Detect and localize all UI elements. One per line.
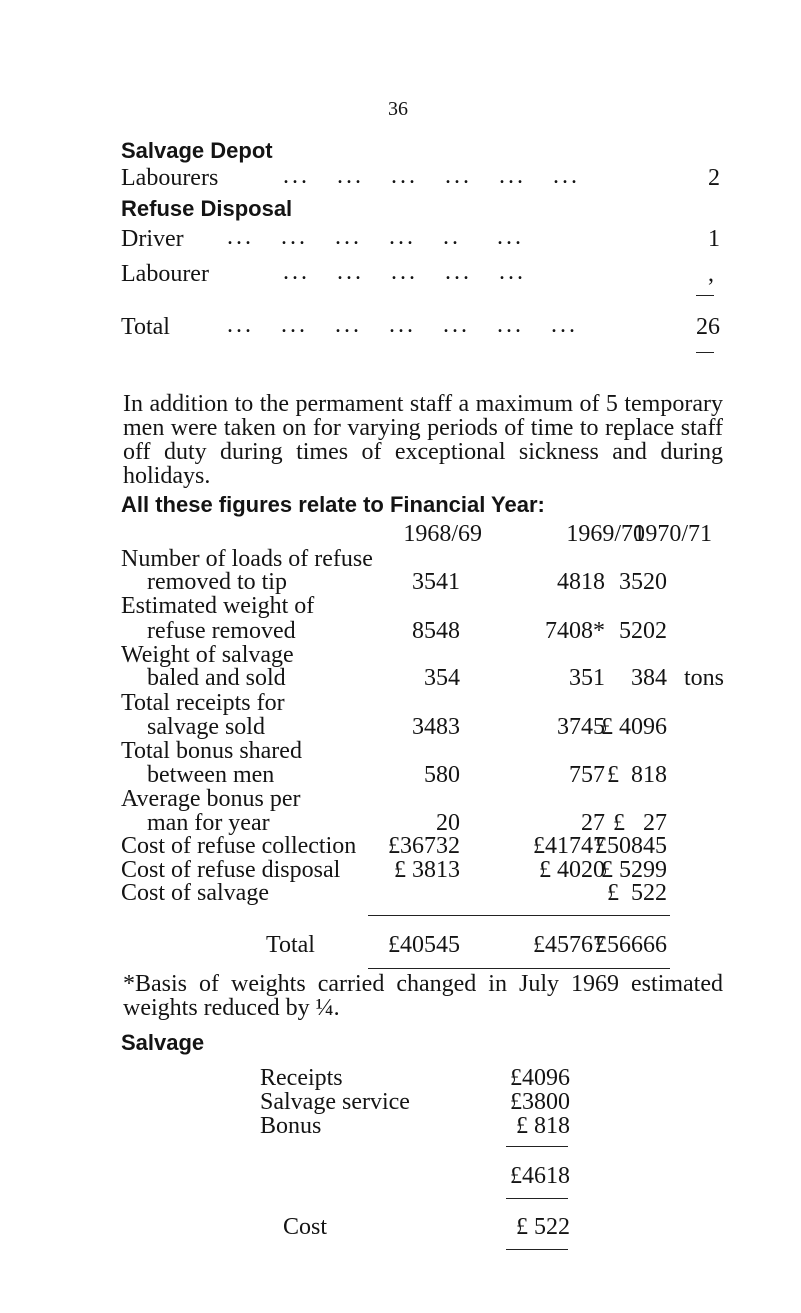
labourers-value: 2 <box>708 165 720 191</box>
receipts-label: Receipts <box>260 1065 343 1091</box>
table-cell: £ 4020 <box>539 857 605 883</box>
salvage-heading: Salvage <box>121 1030 205 1055</box>
leader-dots: ... ... ... ... ... ... ... <box>227 312 578 338</box>
table-cell: £36732 <box>388 833 460 859</box>
salvage-service-label: Salvage service <box>260 1089 410 1115</box>
page-number: 36 <box>388 98 408 120</box>
table-cell: 757 <box>569 762 605 788</box>
leader-dots: ... ... ... ... .. ... <box>227 224 524 250</box>
footnote: *Basis of weights carried changed in July 1969 estimated weights reduced by ¼. <box>123 971 723 1021</box>
table-cell: 3520 <box>619 569 667 595</box>
salvage-service-value: £3800 <box>510 1089 570 1115</box>
table-cell: £ 522 <box>607 880 667 906</box>
staff-paragraph: In addition to the permament staff a maximum of 5 temporary men were taken on for varying periods of time to replace staff off duty during times of exceptional sickness and during holidays. <box>123 391 723 489</box>
row-label: Total bonus shared <box>121 738 302 764</box>
table-cell: £ 4096 <box>601 714 667 740</box>
row-label: Average bonus per <box>121 786 301 812</box>
driver-label: Driver <box>121 226 184 252</box>
year-header: 1969/70 <box>566 521 645 547</box>
cost-label: Cost of salvage <box>121 880 269 906</box>
total-label: Total <box>121 314 170 340</box>
table-cell: 351 <box>569 665 605 691</box>
leader-dots: ... ... ... ... ... ... <box>283 163 580 189</box>
subtotal-rule-bottom <box>506 1198 568 1199</box>
table-cell: 7408* <box>545 618 605 644</box>
receipts-value: £4096 <box>510 1065 570 1091</box>
refuse-disposal-heading: Refuse Disposal <box>121 196 293 221</box>
table-cell: 3541 <box>412 569 460 595</box>
table-total-cell: £45767 <box>533 932 605 958</box>
labourer-value: , <box>708 261 714 287</box>
cost-value: £ 522 <box>516 1214 570 1240</box>
table-total-cell: £40545 <box>388 932 460 958</box>
table-cell: 8548 <box>412 618 460 644</box>
total-rule <box>696 352 714 353</box>
cost-label: Cost of refuse collection <box>121 833 357 859</box>
year-header: 1968/69 <box>403 521 482 547</box>
table-total-label: Total <box>266 932 315 958</box>
labourers-label: Labourers <box>121 165 219 191</box>
row-label: Total receipts for <box>121 690 285 716</box>
bonus-value: £ 818 <box>516 1113 570 1139</box>
table-cell: 27 <box>581 810 605 836</box>
row-label: between men <box>147 762 275 788</box>
cost-label: Cost <box>283 1214 328 1240</box>
leader-dots: ... ... ... ... ... <box>283 259 526 285</box>
table-cell: 384 <box>631 665 667 691</box>
table-cell: £ 818 <box>607 762 667 788</box>
subtotal-value: £4618 <box>510 1163 570 1189</box>
table-cell: £ 5299 <box>601 857 667 883</box>
table-cell: £ 3813 <box>394 857 460 883</box>
salvage-depot-heading: Salvage Depot <box>121 138 273 163</box>
row-label: Estimated weight of <box>121 593 315 619</box>
table-cell: 5202 <box>619 618 667 644</box>
table-cell: £ 27 <box>613 810 667 836</box>
row-label: baled and sold <box>147 665 286 691</box>
year-header: 1970/71 <box>633 521 712 547</box>
bonus-label: Bonus <box>260 1113 322 1139</box>
cost-label: Cost of refuse disposal <box>121 857 341 883</box>
table-cell: 354 <box>424 665 460 691</box>
row-label: Weight of salvage <box>121 642 294 668</box>
table-cell: £50845 <box>595 833 667 859</box>
total-rule-bottom <box>368 968 670 969</box>
driver-value: 1 <box>708 226 720 252</box>
financial-heading: All these figures relate to Financial Year: <box>121 492 545 517</box>
total-rule-top <box>368 915 670 916</box>
table-total-cell: £56666 <box>595 932 667 958</box>
row-label: salvage sold <box>147 714 265 740</box>
row-label: Number of loads of refuse <box>121 546 373 572</box>
table-cell: 3745 <box>557 714 605 740</box>
cost-rule <box>506 1249 568 1250</box>
unit-label: tons <box>684 665 725 691</box>
table-cell: 580 <box>424 762 460 788</box>
subtotal-rule <box>506 1146 568 1147</box>
labourer-label: Labourer <box>121 261 209 287</box>
sum-rule <box>696 295 714 296</box>
table-cell: £41747 <box>533 833 605 859</box>
row-label: man for year <box>147 810 270 836</box>
table-cell: 20 <box>436 810 460 836</box>
total-value: 26 <box>696 314 720 340</box>
table-cell: 3483 <box>412 714 460 740</box>
table-cell: 4818 <box>557 569 605 595</box>
row-label: refuse removed <box>147 618 296 644</box>
row-label: removed to tip <box>147 569 287 595</box>
